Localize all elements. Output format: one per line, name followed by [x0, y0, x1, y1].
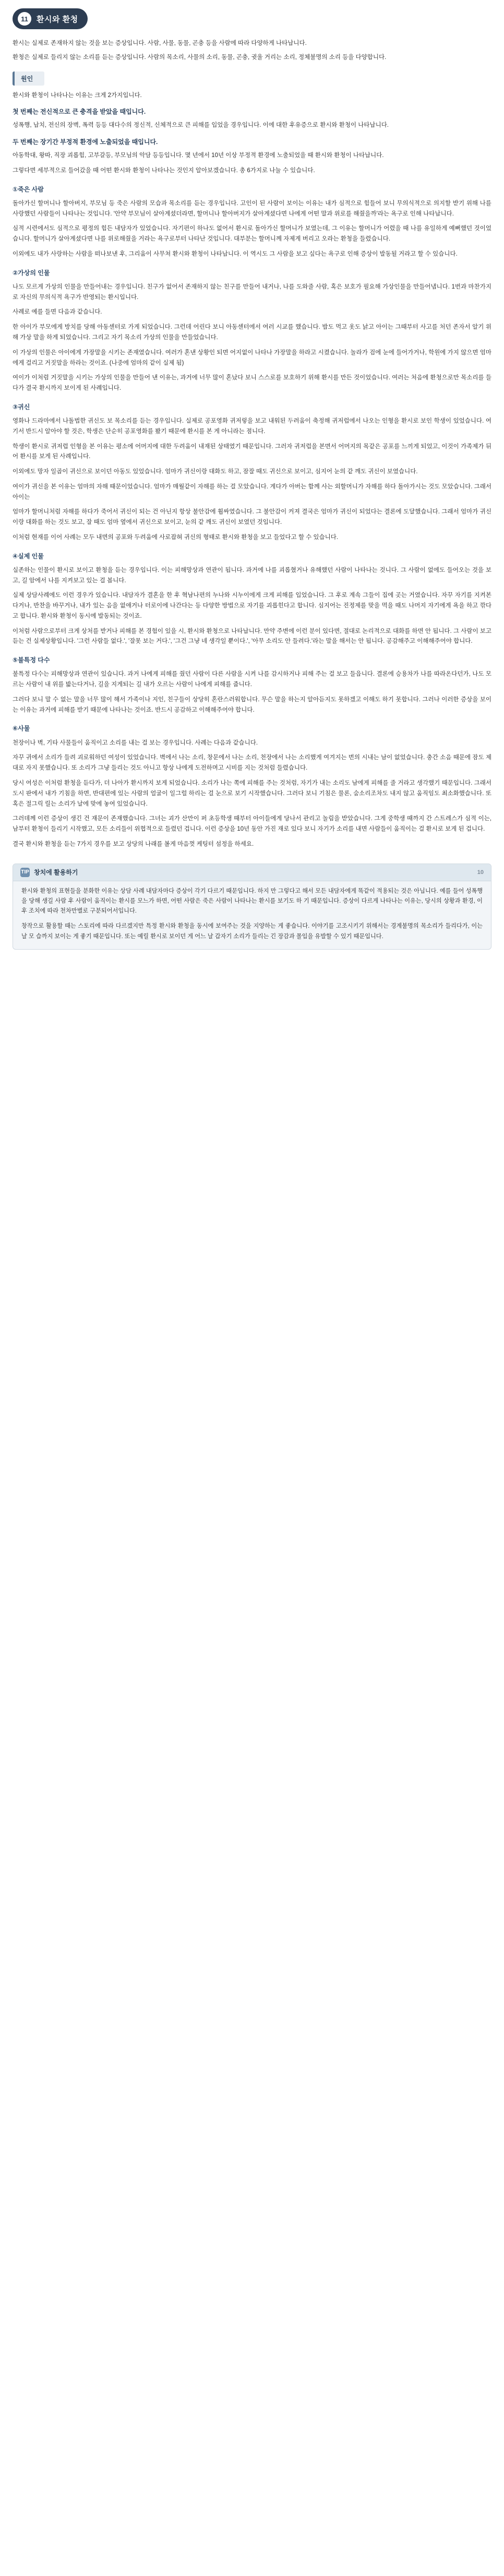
numbered-heading: ②가상의 인물 [13, 269, 50, 277]
tip-box-title: 창치에 활용하기 [34, 869, 78, 877]
paragraph: 그러다 보니 말 수 없는 말을 너무 많이 해서 가족이나 지인, 친구들이 상당히 혼란스러워합니다. 무슨 말을 하는지 알아듣지도 못하겠고 이해도 하기 못합니다. 그러나 이러한 증상을 보이는 이유는 과거에 피해를 받기 때문에 나타나는 것이죠. 반드시 공감하고 이해해주어야 합니다. [13, 696, 491, 713]
tip-badge-icon: TIP [20, 868, 30, 877]
paragraph: 그렇다면 세부적으로 들어갔을 때 어떤 환시와 환청이 나타나는 것인지 알아보겠습니다. 총 6가지로 나눌 수 있습니다. [13, 167, 315, 174]
paragraph: 이 가상의 인물은 아이에게 가장말을 시키는 존재였습니다. 여러가 혼낸 상황인 되면 어지없이 나타나 가장말을 하라고 시켰습니다. 놀라가 검에 눈에 들어가거나, 학원에 가지 않으면 엄마에게 걸리고 거짓말을 하라는 것이죠. (나중에 엄마의 같이 실제 됨) [13, 349, 491, 366]
paragraph: 성폭행, 납치, 전신의 장벽, 폭력 등등 대다수의 정신적, 신체적으로 큰 피해를 입었을 경우입니다. 이에 대한 후유증으로 환시와 환청이 나타납니다. [13, 122, 389, 129]
numbered-heading: ⑤불특정 다수 [13, 656, 50, 664]
paragraph: 여이가 이처럼 거짓말을 시키는 가상의 인물을 만들어 낸 이유는, 과거에 너무 많이 혼났다 보니 스스로를 보호하기 위해 환시를 만든 것이었습니다. 여러는 처음에 환청으로만 목소리를 들다가 결국 환시까지 보이게 된 사례입니다. [13, 375, 491, 392]
numbered-heading: ④실제 인물 [13, 552, 44, 560]
section-unspecified-many [13, 655, 491, 715]
section-ghost [13, 402, 491, 543]
paragraph: 여이가 귀신을 본 이유는 엄마의 자해 때문이었습니다. 엄마가 매월같이 자해를 하는 걸 모았습니다. 게다가 아버는 함께 사는 외할머니가 자해를 하다 돌아가시는 것도 모았습니다. 그래서 아이는 [13, 483, 491, 500]
numbered-heading: ③귀신 [13, 403, 30, 411]
paragraph: 학생이 환시로 귀저럽 인형을 본 이유는 평소에 어머지에 대한 두려움이 내재된 상태였기 때문입니다. 그러자 귀저럽을 본면서 어머지의 목같은 공포를 느끼게 되었고, 이것이 가족제가 뒤어 환시를 보게 된 사례입니다. [13, 443, 491, 460]
paragraph: 실존하는 인물이 환시로 보이고 환청을 듣는 경우입니다. 이는 피해망상과 연관이 됩니다. 과거에 나를 괴롭혔거나 유해했던 사람이 나타나는 것니다. 그 사람이 없에도 들어오는 것을 보고, 길 암에서 나를 지켜보고 있는 걸 봅니다. [13, 567, 491, 584]
subheading: 첫 번째는 전신적으로 큰 충격을 받았을 때입니다. [13, 108, 146, 116]
paragraph: 영화나 드라마에서 나돌법한 귀신도 보 목소리를 듣는 경우입니다. 실제로 공포영화 귀저렇을 보고 내워된 두려움이 축정해 귀저럽에서 나오는 인형을 환시로 보인 학생이 있었습니다. 여기서 반드시 알아야 할 것은, 학생은 단순히 공포영화를 봤기 때문에 환시를 본 게 아니라는 점니다. [13, 418, 491, 435]
paragraph: 이처럼 현재를 이어 사례는 모두 내면의 공포와 두려움에 사로잡혀 귀신의 형태로 환시와 환청을 보고 들었다고 할 수 있습니다. [13, 534, 339, 541]
tip-box [13, 864, 491, 950]
paragraph: 한 아이가 부모에게 방치를 당해 아동센터로 가게 되었습니다. 그런데 어린다 보니 아동센터에서 여러 시교를 했습니다. 밥도 먹고 옷도 낡고 아이는 그때부터 사고를 처던 존자서 알기 위해 가상 말을 하게 되었습니다. 그리고 자기 목소리 가상의 인물을 만들었습니다. [13, 324, 491, 341]
subheading: 두 번째는 장기간 부정적 환경에 노출되었을 때입니다. [13, 138, 158, 146]
paragraph: 나도 모르게 가상의 인물을 만들어내는 경우입니다. 친구가 없어서 존재하지 않는 친구를 만들어 내거나, 나를 도와줄 사람, 혹은 보호가 필요해 가상인물을 만들어냅니다. 1번과 마찬가지로 자신의 무의식적 욕구가 반영되는 환시입니다. [13, 283, 491, 301]
paragraph: 돌아가신 할머니나 할아버지, 부모님 등 죽은 사람의 모습과 목소리를 듣는 경우입니다. 고인이 된 사람이 보이는 이유는 내가 심적으로 힘들어 보니 무의식적으로 의지할 받기 위해 나를 사랑했던 사람들이 나타나는 것입니다. '안약 부모님이 살아계셨더라면, 할머니나 할아버지가 살아계셨다면 나에게 어떤 말과 위로를 해줬을까'라는 욕구로 인해 나타납니다. [13, 200, 491, 217]
section-lead: 환시와 환청이 나타나는 이유는 크게 2가지입니다. [13, 92, 142, 99]
paragraph: 심적 시련에서도 심적으로 평정의 힘든 내담자가 있었습니다. 자기편이 하나도 없어서 환시로 돌아가신 할머니가 보였는데, 그 이유는 할머니가 어렸을 때 나를 유일하게 예뻐했던 것이었습니다. 할머니가 살아계셨다면 나를 위로해줬을 거라는 욕구로부터 나타난 것입니다. 대부분는 할머니께 자제게 버리고 오라는 환청을 들렸습니다. [13, 225, 491, 243]
intro-paragraph: 환청은 실제로 들리지 않는 소리를 듣는 증상입니다. 사람의 목소리, 사물의 소리, 동물, 곤충, 귓울 거리는 소리, 정체불명의 소리 등을 다양합니다. [13, 54, 387, 61]
section-objects [13, 724, 491, 849]
paragraph: 실제 상담사례에도 이런 경우가 있습니다. 내담자가 결혼을 한 후 혁남나편의 누나와 시누이에게 크게 피해를 입었습니다. 그 후로 계속 그들이 집에 곳는 거였습니다. 자꾸 자기를 지켜본다거나, 반찬을 바꾸거나, 내가 있는 음을 없애거나 터로이에 나간다는 등 다양한 방법으로 자기를 괴롭힌다고 합니다. 심지어는 진정제를 맞을 먹을 때도 나머지 자기에게 욕을 하고 깎다고 합니다. 환시와 환청이 동시에 발동되는 것이죠. [13, 592, 491, 619]
chapter-header [13, 8, 88, 29]
paragraph: 불특정 다수는 피해망상과 연관이 있습니다. 과거 나에게 피해를 줬던 사람이 다른 사람을 시켜 나를 감시하거나 피해 주는 걸 보고 들읍니다. 결론에 승용차가 나를 따라온다던가, 나도 모르는 사람이 내 위를 밟는다거나, 길을 지게되는 길 내가 오르는 사람이 나에게 피해를 줍니다. [13, 671, 491, 688]
section-label: 원인 [13, 71, 44, 86]
section-cause [13, 71, 491, 176]
tip-paragraph: 환시와 환청의 표현들을 분화한 이유는 상담 사례 내담자마다 증상이 각기 다르기 때문입니다. 하지 만 그렇다고 해서 모든 내담자에게 똑같이 적용되는 것은 아닙니다. 예를 들어 성폭행을 당해 생길 사람 후 사람이 움직이는 환시를 모느가 하면, 어떤 사람은 죽은 사람이 나타나는 환시를 보기도 하 기 때문입니다. 증상이 다르게 나타나는 이유는, 당시의 상황과 환경, 이후 조치에 따라 천차만별로 구분되어서입니다. [21, 888, 483, 915]
paragraph: 결국 환시와 환청을 듣는 7가지 경우를 보고 상당의 나래를 볼게 마음껏 케팅터 섬정을 하세요. [13, 841, 254, 847]
chapter-number: 11 [18, 12, 31, 26]
paragraph: 그러데께 이런 증상이 생긴 건 재문이 존재했습니다. 그녀는 괴가 산만이 퍼 초등학생 때부터 아이들에게 당나서 관리고 놀림을 받았습니다. 그게 중학생 때까지 간 스트레스가 심적 이는, 남부터 환청이 들리기 시작했고, 모든 소리들이 위협적으로 들렸던 겁니다. 이런 증상을 10년 동안 가진 재로 있다 보니 자기가 소리를 내면 사람들이 움직이는 걸 환시로 보게 된 겁니다. [13, 816, 491, 833]
paragraph: 자꾸 귀에서 소리가 들려 괴로워하던 여성이 있었습니다. 벽에서 나는 소리, 창문에서 나는 소리, 천장에서 나는 소리했게 여겨지는 번의 시내는 남이 없었습니다. 충간 소음 때문에 잠도 제대로 자지 못했습니다. 또 소리가 그냥 들리는 것도 아니고 항상 나에게 도전하며고 시비를 지는 것처럼 들렸습니다. [13, 754, 491, 772]
tip-box-header [13, 864, 491, 881]
tip-paragraph: 창작으로 활용할 때는 스토리에 따라 다르겠지만 특정 환시와 환청을 동시에 보여주는 것을 지양하는 게 좋습니다. 이야기를 고조시키기 위해서는 경계불명의 목소리가 들리다가, 이는 날 모 습까지 보이는 게 좋기 때문입니다. 또는 예릴 환시로 보이던 게 어느 날 갑자기 소리가 들리는 긴 장감과 몰입을 유발할 수 있기 때문입니다. [21, 923, 483, 940]
paragraph: 이외에도 망자 일곱이 귀신으로 보이던 아동도 있었습니다. 엄마가 귀신이랑 대화도 하고, 잠잘 때도 귀신으로 보이고, 심지어 눈의 같 깨도 귀신이 보였습니다. [13, 469, 418, 475]
paragraph: 이외에도 내가 사랑하는 사람을 떠나보낸 후, 그리움이 사무쳐 환시와 환청이 나타납니다. 이 역시도 그 사람을 보고 싶다는 욕구로 인해 증상이 발동될 거라고 할 수 있습니다. [13, 251, 458, 257]
paragraph: 천장이나 벽, 기타 사물들이 움직이고 소리를 내는 걸 보는 경우입니다. 사례는 다음과 같습니다. [13, 739, 258, 746]
tip-box-number: 10 [477, 869, 484, 876]
paragraph: 당시 여성은 이처럼 환청을 듣다가, 더 나아가 환시까지 보게 되었습니다. 소리가 나는 쪽에 피해를 주는 것처럼, 자기가 내는 소리도 남에게 피해를 줄 거라고 생각했기 때문입니다. 그래서 도시 판에서 내가 기침을 하면, 반대편에 있는 사람의 얼굴이 일그럴 하리는 걸 눈으로 보기 시작했습니다. 그러다 보니 기침은 물론, 숨소리조차도 내지 않고 움직임도 최소화했습니다. 또 혹은 절그릭 릴는 소리가 날에 맞에 놓여 있었습니다. [13, 780, 491, 807]
paragraph: 이처럼 사람으로부터 크게 상처를 받거나 피해를 본 경험이 있을 시, 환시와 환청으로 나타납니다. 만약 주변에 이런 분이 있다면, 절대로 논리적으로 대화를 하면 안 됩니다. 그 사람이 보고 듣는 건 실제상황입니다. '그런 사람들 없다.', '잘못 보는 거다.', '그건 그냥 네 생각일 뿐이다.', '아무 소리도 안 들려다.'라는 말을 해서는 안 됩니다. 공감해주고 이해해주어야 합니다. [13, 628, 491, 645]
numbered-heading: ⑥사물 [13, 725, 30, 733]
paragraph: 아동학대, 왕따, 직장 괴롭힘, 고부갈등, 부모님의 악담 등등입니다. 몇 년에서 10년 이상 부정적 환경에 노출되었을 때 환시와 환청이 나타납니다. [13, 152, 384, 159]
section-imaginary-person [13, 268, 491, 394]
document-page [0, 0, 504, 964]
paragraph: 사례로 예를 들면 다음과 같습니다. [13, 309, 102, 316]
numbered-heading: ①죽은 사람 [13, 185, 44, 193]
intro-paragraph: 환시는 실제로 존재하지 않는 것을 보는 증상입니다. 사람, 사물, 동물, 곤충 등을 사람에 따라 다양하게 나타납니다. [13, 40, 307, 46]
intro-block [13, 39, 491, 63]
chapter-title: 환시와 환청 [37, 15, 78, 24]
paragraph: 엄마가 할머니처럼 자해를 하다가 죽어서 귀신이 되는 건 아닌지 항상 불안감에 휩싸였습니다. 그 불안감이 커져 결국은 엄마가 귀신이 되었다는 결론에 도달했습니다. 그래서 엄마가 귀신이랑 대화를 하는 것도 보고, 잘 때도 엄마 옆에서 귀신으로 보이고, 눈의 같 깨도 귀신이 보였던 것입니다. [13, 509, 491, 526]
section-dead-person [13, 185, 491, 260]
section-real-person [13, 552, 491, 648]
